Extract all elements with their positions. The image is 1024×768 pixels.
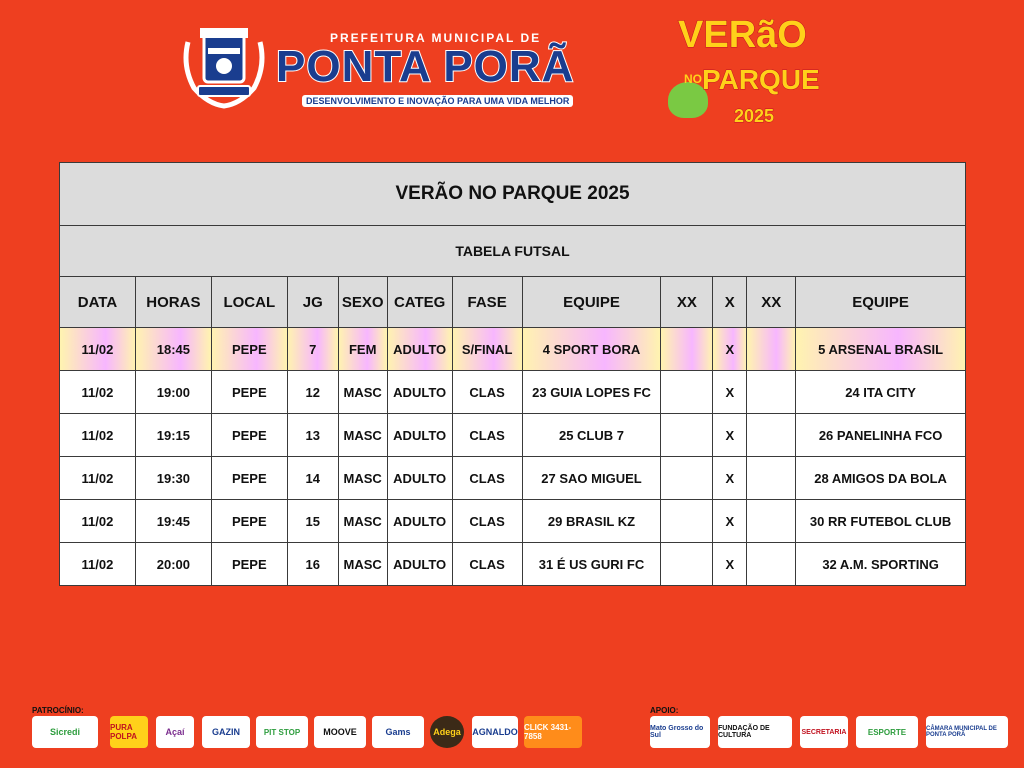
cell-score-away bbox=[747, 543, 796, 586]
sponsor-logo-pura-polpa: PURA POLPA bbox=[110, 716, 148, 748]
supporter-logo-secretaria: SECRETARIA bbox=[800, 716, 848, 748]
supporter-logo-esporte: ESPORTE bbox=[856, 716, 918, 748]
cell-horas: 18:45 bbox=[135, 328, 211, 371]
cell-data: 11/02 bbox=[60, 500, 136, 543]
column-header-horas: HORAS bbox=[135, 277, 211, 328]
cell-local: PEPE bbox=[211, 457, 287, 500]
cell-fase: CLAS bbox=[452, 500, 522, 543]
cell-horas: 19:00 bbox=[135, 371, 211, 414]
cell-jg: 13 bbox=[287, 414, 338, 457]
cell-categ: ADULTO bbox=[387, 457, 452, 500]
cell-jg: 12 bbox=[287, 371, 338, 414]
cell-sexo: MASC bbox=[338, 371, 387, 414]
sponsor-logo-agnaldo: AGNALDO bbox=[472, 716, 518, 748]
cell-equipe-away: 28 AMIGOS DA BOLA bbox=[796, 457, 966, 500]
cell-horas: 19:30 bbox=[135, 457, 211, 500]
cell-score-away bbox=[747, 457, 796, 500]
event-logo-no: NO bbox=[684, 72, 702, 86]
column-header-fase: FASE bbox=[452, 277, 522, 328]
cell-jg: 16 bbox=[287, 543, 338, 586]
city-tagline: DESENVOLVIMENTO E INOVAÇÃO PARA UMA VIDA MELHOR bbox=[302, 95, 573, 107]
cell-equipe-home: 29 BRASIL KZ bbox=[522, 500, 661, 543]
cell-local: PEPE bbox=[211, 500, 287, 543]
cell-equipe-away: 32 A.M. SPORTING bbox=[796, 543, 966, 586]
table-header-row bbox=[60, 277, 966, 328]
column-header-categ: CATEG bbox=[387, 277, 452, 328]
cell-score-away bbox=[747, 500, 796, 543]
cell-data: 11/02 bbox=[60, 371, 136, 414]
cell-jg: 14 bbox=[287, 457, 338, 500]
sponsors-label: PATROCÍNIO: bbox=[32, 706, 84, 715]
cell-categ: ADULTO bbox=[387, 328, 452, 371]
cell-categ: ADULTO bbox=[387, 414, 452, 457]
cell-versus: X bbox=[713, 328, 747, 371]
cell-local: PEPE bbox=[211, 414, 287, 457]
support-label: APOIO: bbox=[650, 706, 679, 715]
cell-score-home bbox=[661, 371, 713, 414]
cell-data: 11/02 bbox=[60, 457, 136, 500]
column-header-data: DATA bbox=[60, 277, 136, 328]
cell-sexo: FEM bbox=[338, 328, 387, 371]
sponsor-logo-acai: Açaí bbox=[156, 716, 194, 748]
sponsor-logo-pit-stop: PIT STOP bbox=[256, 716, 308, 748]
table-subtitle: TABELA FUTSAL bbox=[60, 226, 966, 277]
cell-fase: CLAS bbox=[452, 414, 522, 457]
cell-local: PEPE bbox=[211, 543, 287, 586]
cell-fase: S/FINAL bbox=[452, 328, 522, 371]
cell-sexo: MASC bbox=[338, 543, 387, 586]
cell-categ: ADULTO bbox=[387, 371, 452, 414]
column-header-score-home: XX bbox=[661, 277, 713, 328]
city-name: PONTA PORÃ bbox=[276, 42, 575, 91]
sponsor-logo-adega: Adega bbox=[430, 716, 464, 748]
cell-data: 11/02 bbox=[60, 414, 136, 457]
table-row bbox=[60, 457, 966, 500]
cell-score-away bbox=[747, 371, 796, 414]
cell-score-away bbox=[747, 414, 796, 457]
cell-data: 11/02 bbox=[60, 328, 136, 371]
city-crest-icon bbox=[178, 22, 270, 110]
event-logo bbox=[660, 6, 820, 131]
cell-fase: CLAS bbox=[452, 543, 522, 586]
cell-versus: X bbox=[713, 457, 747, 500]
cell-equipe-away: 30 RR FUTEBOL CLUB bbox=[796, 500, 966, 543]
cell-score-home bbox=[661, 500, 713, 543]
column-header-versus: X bbox=[713, 277, 747, 328]
cell-versus: X bbox=[713, 500, 747, 543]
cell-categ: ADULTO bbox=[387, 543, 452, 586]
sponsor-logo-gazin: GAZIN bbox=[202, 716, 250, 748]
sponsor-logo-moove: MOOVE bbox=[314, 716, 366, 748]
cell-score-home bbox=[661, 328, 713, 371]
cell-versus: X bbox=[713, 414, 747, 457]
sponsor-logo-gams: Gams bbox=[372, 716, 424, 748]
table-title: VERÃO NO PARQUE 2025 bbox=[60, 163, 966, 226]
cell-equipe-home: 27 SAO MIGUEL bbox=[522, 457, 661, 500]
table-row bbox=[60, 328, 966, 371]
column-header-equipe-away: EQUIPE bbox=[796, 277, 966, 328]
sponsor-logo-click: CLICK 3431-7858 bbox=[524, 716, 582, 748]
cell-score-home bbox=[661, 414, 713, 457]
table-row bbox=[60, 371, 966, 414]
city-subtitle: PREFEITURA MUNICIPAL DE bbox=[330, 31, 542, 45]
cell-equipe-home: 4 SPORT BORA bbox=[522, 328, 661, 371]
cell-data: 11/02 bbox=[60, 543, 136, 586]
cell-fase: CLAS bbox=[452, 371, 522, 414]
cell-horas: 20:00 bbox=[135, 543, 211, 586]
cell-equipe-away: 5 ARSENAL BRASIL bbox=[796, 328, 966, 371]
cell-equipe-home: 23 GUIA LOPES FC bbox=[522, 371, 661, 414]
supporter-logo-fundacao-cultura: FUNDAÇÃO DE CULTURA bbox=[718, 716, 792, 748]
supporter-logo-ms: Mato Grosso do Sul bbox=[650, 716, 710, 748]
cell-sexo: MASC bbox=[338, 500, 387, 543]
cell-score-away bbox=[747, 328, 796, 371]
cell-jg: 7 bbox=[287, 328, 338, 371]
cell-local: PEPE bbox=[211, 328, 287, 371]
event-logo-parque: PARQUE bbox=[702, 64, 820, 95]
cell-equipe-home: 25 CLUB 7 bbox=[522, 414, 661, 457]
cell-score-home bbox=[661, 457, 713, 500]
table-row bbox=[60, 500, 966, 543]
cell-fase: CLAS bbox=[452, 457, 522, 500]
event-logo-verao: VERãO bbox=[678, 14, 807, 56]
page-header bbox=[0, 0, 1024, 150]
cell-local: PEPE bbox=[211, 371, 287, 414]
cell-equipe-away: 26 PANELINHA FCO bbox=[796, 414, 966, 457]
cell-sexo: MASC bbox=[338, 457, 387, 500]
supporter-logo-camara: CÂMARA MUNICIPAL DE PONTA PORÃ bbox=[926, 716, 1008, 748]
column-header-score-away: XX bbox=[747, 277, 796, 328]
cell-versus: X bbox=[713, 543, 747, 586]
column-header-jg: JG bbox=[287, 277, 338, 328]
event-logo-year: 2025 bbox=[734, 106, 775, 126]
table-row bbox=[60, 414, 966, 457]
cell-categ: ADULTO bbox=[387, 500, 452, 543]
cell-equipe-away: 24 ITA CITY bbox=[796, 371, 966, 414]
column-header-equipe-home: EQUIPE bbox=[522, 277, 661, 328]
futsal-schedule-table bbox=[59, 162, 966, 586]
column-header-sexo: SEXO bbox=[338, 277, 387, 328]
cell-sexo: MASC bbox=[338, 414, 387, 457]
cell-equipe-home: 31 É US GURI FC bbox=[522, 543, 661, 586]
table-row bbox=[60, 543, 966, 586]
cell-score-home bbox=[661, 543, 713, 586]
cell-jg: 15 bbox=[287, 500, 338, 543]
sponsor-logo-sicredi: Sicredi bbox=[32, 716, 98, 748]
cell-horas: 19:45 bbox=[135, 500, 211, 543]
cell-versus: X bbox=[713, 371, 747, 414]
cell-horas: 19:15 bbox=[135, 414, 211, 457]
column-header-local: LOCAL bbox=[211, 277, 287, 328]
